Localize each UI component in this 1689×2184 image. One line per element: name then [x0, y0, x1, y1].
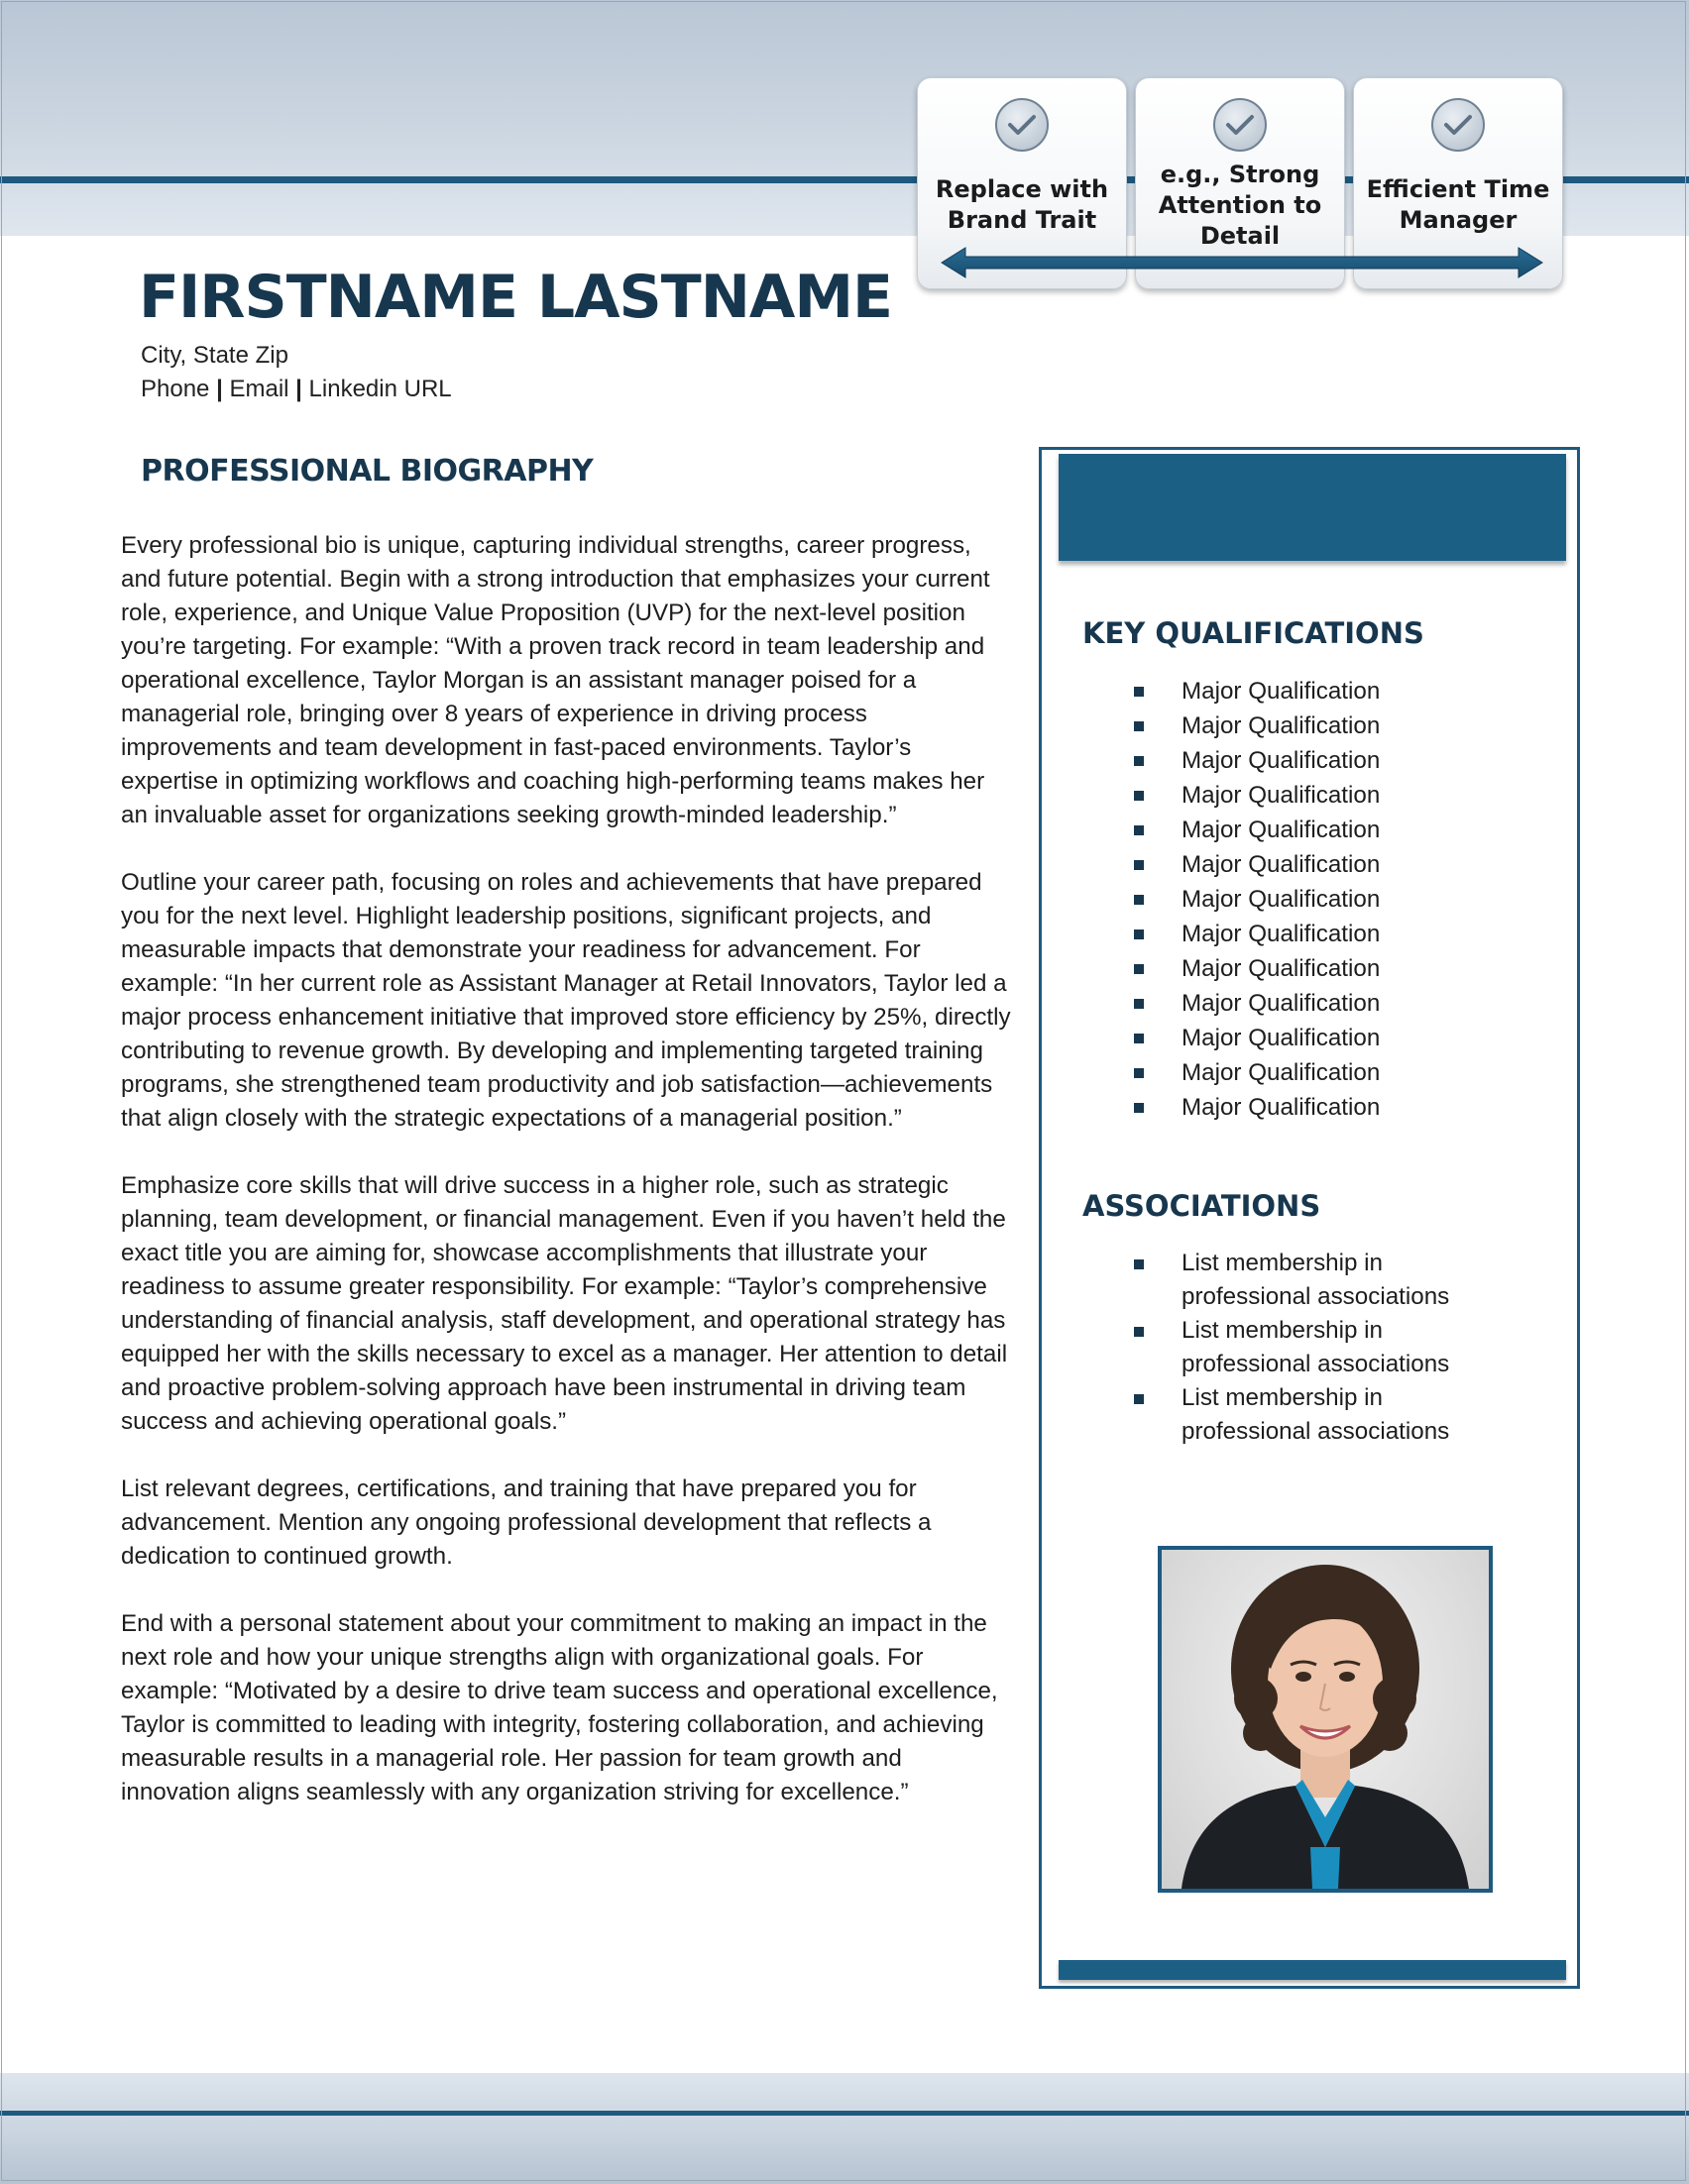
list-item	[1082, 1055, 1558, 1090]
square-bullet-icon	[1134, 756, 1144, 766]
check-circle-icon	[1213, 98, 1267, 152]
list-item	[1082, 1021, 1558, 1055]
list-item	[1082, 1247, 1479, 1314]
qualification-text: Major Qualification	[1182, 886, 1381, 913]
location-text: City, State Zip	[141, 342, 288, 369]
footer-band	[0, 2073, 1689, 2184]
square-bullet-icon	[1134, 860, 1144, 870]
phone-text: Phone	[141, 376, 210, 402]
list-item	[1082, 1381, 1479, 1449]
headshot-illustration	[1162, 1550, 1489, 1889]
square-bullet-icon	[1134, 1034, 1144, 1043]
list-item	[1082, 917, 1558, 951]
footer-accent-line	[0, 2111, 1689, 2116]
square-bullet-icon	[1134, 1103, 1144, 1113]
check-circle-icon	[1431, 98, 1485, 152]
square-bullet-icon	[1134, 791, 1144, 801]
bio-paragraph: Every professional bio is unique, capturing individual strengths, career progress, and future potential. Begin with a strong introduction that emphasizes your current role, experience, and Unique Value Proposition (UVP) for the next-level position you’re targeting. For example: “With a proven track record in team leadership and operational excellence, Taylor Morgan is an assistant manager poised for a managerial role, bringing over 8 years of experience in driving process improvements and team development in fast-paced environments. Taylor’s expertise in optimizing workflows and coaching high-performing teams makes her an invaluable asset for organizations seeking growth-minded leadership.”	[121, 532, 990, 828]
list-item	[1082, 951, 1558, 986]
square-bullet-icon	[1134, 1068, 1144, 1078]
check-circle-icon	[995, 98, 1049, 152]
location-line	[141, 339, 288, 373]
key-qualifications-title: KEY QUALIFICATIONS	[1082, 616, 1424, 650]
qualification-text: Major Qualification	[1182, 990, 1381, 1017]
qualification-text: Major Qualification	[1182, 782, 1381, 809]
association-text: List membership in professional associations	[1182, 1250, 1450, 1310]
biography-body	[121, 529, 1013, 1843]
square-bullet-icon	[1134, 687, 1144, 697]
qualification-text: Major Qualification	[1182, 817, 1381, 843]
square-bullet-icon	[1134, 825, 1144, 835]
list-item	[1082, 813, 1558, 847]
qualification-text: Major Qualification	[1182, 851, 1381, 878]
qualification-text: Major Qualification	[1182, 1025, 1381, 1051]
qualification-text: Major Qualification	[1182, 921, 1381, 947]
contact-separator: |	[295, 376, 302, 402]
association-text: List membership in professional associations	[1182, 1384, 1450, 1445]
square-bullet-icon	[1134, 1394, 1144, 1404]
list-item	[1082, 709, 1558, 743]
brand-trait-text: e.g., Strong Attention to Detail	[1158, 160, 1322, 250]
double-arrow-icon	[940, 246, 1544, 279]
list-item	[1082, 674, 1558, 709]
qualification-text: Major Qualification	[1182, 678, 1381, 705]
square-bullet-icon	[1134, 999, 1144, 1009]
linkedin-text: Linkedin URL	[308, 376, 452, 402]
bio-paragraph: End with a personal statement about your commitment to making an impact in the next role and how your unique strengths align with organizational goals. For example: “Motivated by a desire to drive team success and operational excellence, Taylor is committed to leading with integrity, fostering collaboration, and achieving measurable results in a managerial role. Her passion for team growth and innovation aligns seamlessly with any organization striving for excellence.”	[121, 1610, 998, 1805]
square-bullet-icon	[1134, 895, 1144, 905]
brand-trait-text: Efficient Time Manager	[1366, 175, 1550, 234]
qualification-text: Major Qualification	[1182, 747, 1381, 774]
contact-line	[141, 373, 452, 406]
associations-list	[1082, 1247, 1558, 1449]
square-bullet-icon	[1134, 721, 1144, 731]
sidebar-footer-bar	[1059, 1960, 1566, 1980]
email-text: Email	[229, 376, 289, 402]
qualification-text: Major Qualification	[1182, 1094, 1381, 1121]
associations-title: ASSOCIATIONS	[1082, 1189, 1321, 1223]
square-bullet-icon	[1134, 964, 1144, 974]
candidate-name: FIRSTNAME LASTNAME	[139, 263, 893, 332]
square-bullet-icon	[1134, 1259, 1144, 1269]
association-text: List membership in professional associations	[1182, 1317, 1450, 1377]
list-item	[1082, 986, 1558, 1021]
list-item	[1082, 778, 1558, 813]
bio-paragraph: List relevant degrees, certifications, and training that have prepared you for advancement. Mention any ongoing professional development that reflects a dedication to continued growth.	[121, 1475, 932, 1570]
key-qualifications-list	[1082, 674, 1558, 1125]
square-bullet-icon	[1134, 929, 1144, 939]
list-item	[1082, 743, 1558, 778]
qualification-text: Major Qualification	[1182, 1059, 1381, 1086]
list-item	[1082, 1314, 1479, 1381]
bio-paragraph: Outline your career path, focusing on roles and achievements that have prepared you for the next level. Highlight leadership positions, significant projects, and measurable impacts that demonstrate your readiness for advancement. For example: “In her current role as Assistant Manager at Retail Innovators, Taylor led a major process enhancement initiative that improved store efficiency by 25%, directly contributing to revenue growth. By developing and implementing targeted training programs, she strengthened team productivity and job satisfaction—achievements that align closely with the strategic expectations of a managerial position.”	[121, 869, 1011, 1132]
bio-paragraph: Emphasize core skills that will drive success in a higher role, such as strategic planning, team development, or financial management. Even if you haven’t held the exact title you are aiming for, showcase accomplishments that illustrate your readiness to assume greater responsibility. For example: “Taylor’s comprehensive understanding of financial analysis, staff development, and operational strategy has equipped her with the skills necessary to excel as a manager. Her attention to detail and proactive problem-solving approach have been instrumental in driving team success and achieving operational goals.”	[121, 1172, 1008, 1435]
biography-title: PROFESSIONAL BIOGRAPHY	[141, 454, 594, 489]
qualification-text: Major Qualification	[1182, 712, 1381, 739]
square-bullet-icon	[1134, 1327, 1144, 1337]
headshot-photo	[1158, 1546, 1493, 1893]
qualification-text: Major Qualification	[1182, 955, 1381, 982]
list-item	[1082, 847, 1558, 882]
list-item	[1082, 1090, 1558, 1125]
brand-trait-text: Replace with Brand Trait	[935, 175, 1109, 234]
sidebar-header-bar	[1059, 454, 1566, 561]
list-item	[1082, 882, 1558, 917]
contact-separator: |	[216, 376, 223, 402]
